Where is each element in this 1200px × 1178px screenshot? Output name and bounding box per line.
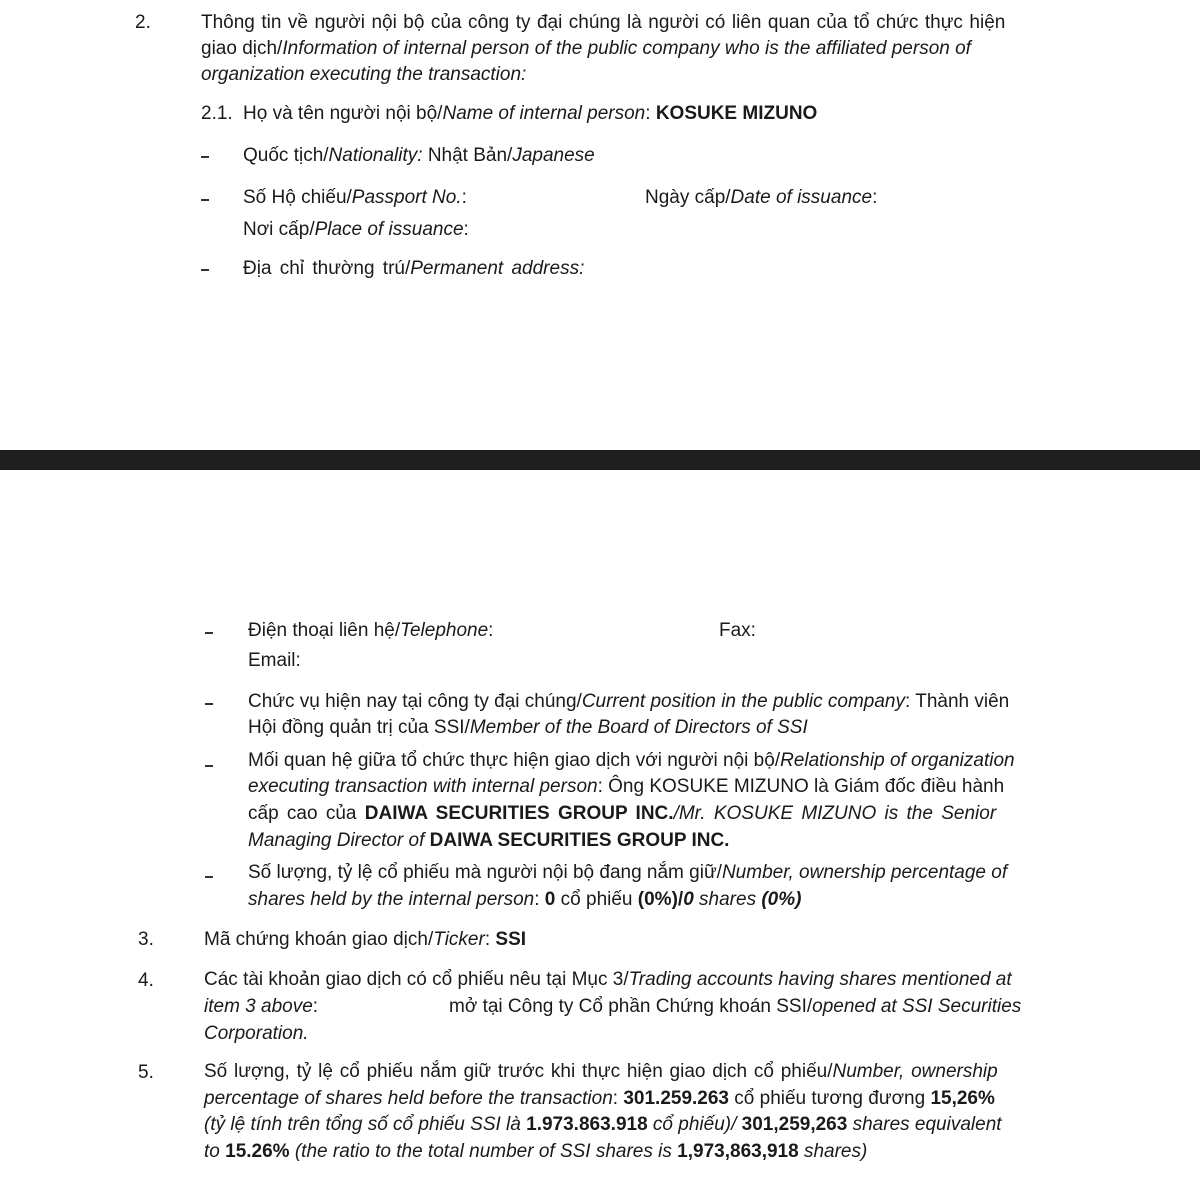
relationship-line-2: executing transaction with internal person: Ông KOSUKE MIZUNO là Giám đốc điều hành <box>248 776 1005 797</box>
list-bullet <box>205 765 213 767</box>
section-2-line-1: Thông tin về người nội bộ của công ty đại chúng là người có liên quan của tổ chức thực hiện <box>201 12 1006 33</box>
place-of-issuance-field: Nơi cấp/Place of issuance: <box>243 219 469 240</box>
shares-before-line-1: Số lượng, tỷ lệ cổ phiếu nắm giữ trước khi thực hiện giao dịch cổ phiếu/Number, ownership <box>204 1061 998 1082</box>
section-2-line-3: organization executing the transaction: <box>201 64 527 85</box>
page-separator <box>0 450 1200 470</box>
fax-field: Fax: <box>719 620 756 641</box>
relationship-line-4: Managing Director of DAIWA SECURITIES GROUP INC. <box>248 830 730 851</box>
shares-before-line-3: (tỷ lệ tính trên tổng số cổ phiếu SSI là 1.973.863.918 cổ phiếu)/ 301,259,263 shares equivalent <box>204 1114 1002 1135</box>
internal-person-name: Họ và tên người nội bộ/Name of internal person: KOSUKE MIZUNO <box>243 103 818 124</box>
permanent-address-field: Địa chỉ thường trú/Permanent address: <box>243 258 585 279</box>
section-5-number: 5. <box>138 1062 154 1083</box>
subsection-2-1-number: 2.1. <box>201 103 233 124</box>
ticker-field: Mã chứng khoán giao dịch/Ticker: SSI <box>204 929 527 950</box>
current-position-line-2: Hội đồng quản trị của SSI/Member of the Board of Directors of SSI <box>248 717 808 738</box>
email-field: Email: <box>248 650 301 671</box>
trading-accounts-line-2a: item 3 above: <box>204 996 319 1017</box>
list-bullet <box>205 876 213 878</box>
trading-accounts-line-1: Các tài khoản giao dịch có cổ phiếu nêu tại Mục 3/Trading accounts having shares mentioned at <box>204 969 1012 990</box>
trading-accounts-line-3: Corporation. <box>204 1023 309 1044</box>
shares-held-line-2: shares held by the internal person: 0 cổ phiếu (0%)/0 shares (0%) <box>248 889 802 910</box>
telephone-field: Điện thoại liên hệ/Telephone: <box>248 620 494 641</box>
section-4-number: 4. <box>138 970 154 991</box>
nationality-field: Quốc tịch/Nationality: Nhật Bản/Japanese <box>243 145 595 166</box>
list-bullet <box>205 703 213 705</box>
shares-before-line-4: to 15.26% (the ratio to the total number of SSI shares is 1,973,863,918 shares) <box>204 1141 868 1162</box>
shares-held-line-1: Số lượng, tỷ lệ cổ phiếu mà người nội bộ đang nắm giữ/Number, ownership percentage of <box>248 862 1008 883</box>
list-bullet <box>205 632 213 634</box>
relationship-line-3: cấp cao của DAIWA SECURITIES GROUP INC./Mr. KOSUKE MIZUNO is the Senior <box>248 803 997 824</box>
section-2-number: 2. <box>135 12 151 33</box>
list-bullet <box>201 156 209 158</box>
section-3-number: 3. <box>138 929 154 950</box>
shares-before-line-2: percentage of shares held before the transaction: 301.259.263 cổ phiếu tương đương 15,26% <box>204 1088 995 1109</box>
list-bullet <box>201 199 209 201</box>
section-2-line-2: giao dịch/Information of internal person of the public company who is the affiliated person of <box>201 38 971 59</box>
list-bullet <box>201 269 209 271</box>
trading-accounts-line-2b: mở tại Công ty Cổ phần Chứng khoán SSI/opened at SSI Securities <box>449 996 1022 1017</box>
relationship-line-1: Mối quan hệ giữa tổ chức thực hiện giao dịch với người nội bộ/Relationship of organization <box>248 750 1015 771</box>
date-of-issuance-field: Ngày cấp/Date of issuance: <box>645 187 878 208</box>
current-position-line-1: Chức vụ hiện nay tại công ty đại chúng/Current position in the public company: Thành viên <box>248 691 1010 712</box>
passport-field: Số Hộ chiếu/Passport No.: <box>243 187 467 208</box>
